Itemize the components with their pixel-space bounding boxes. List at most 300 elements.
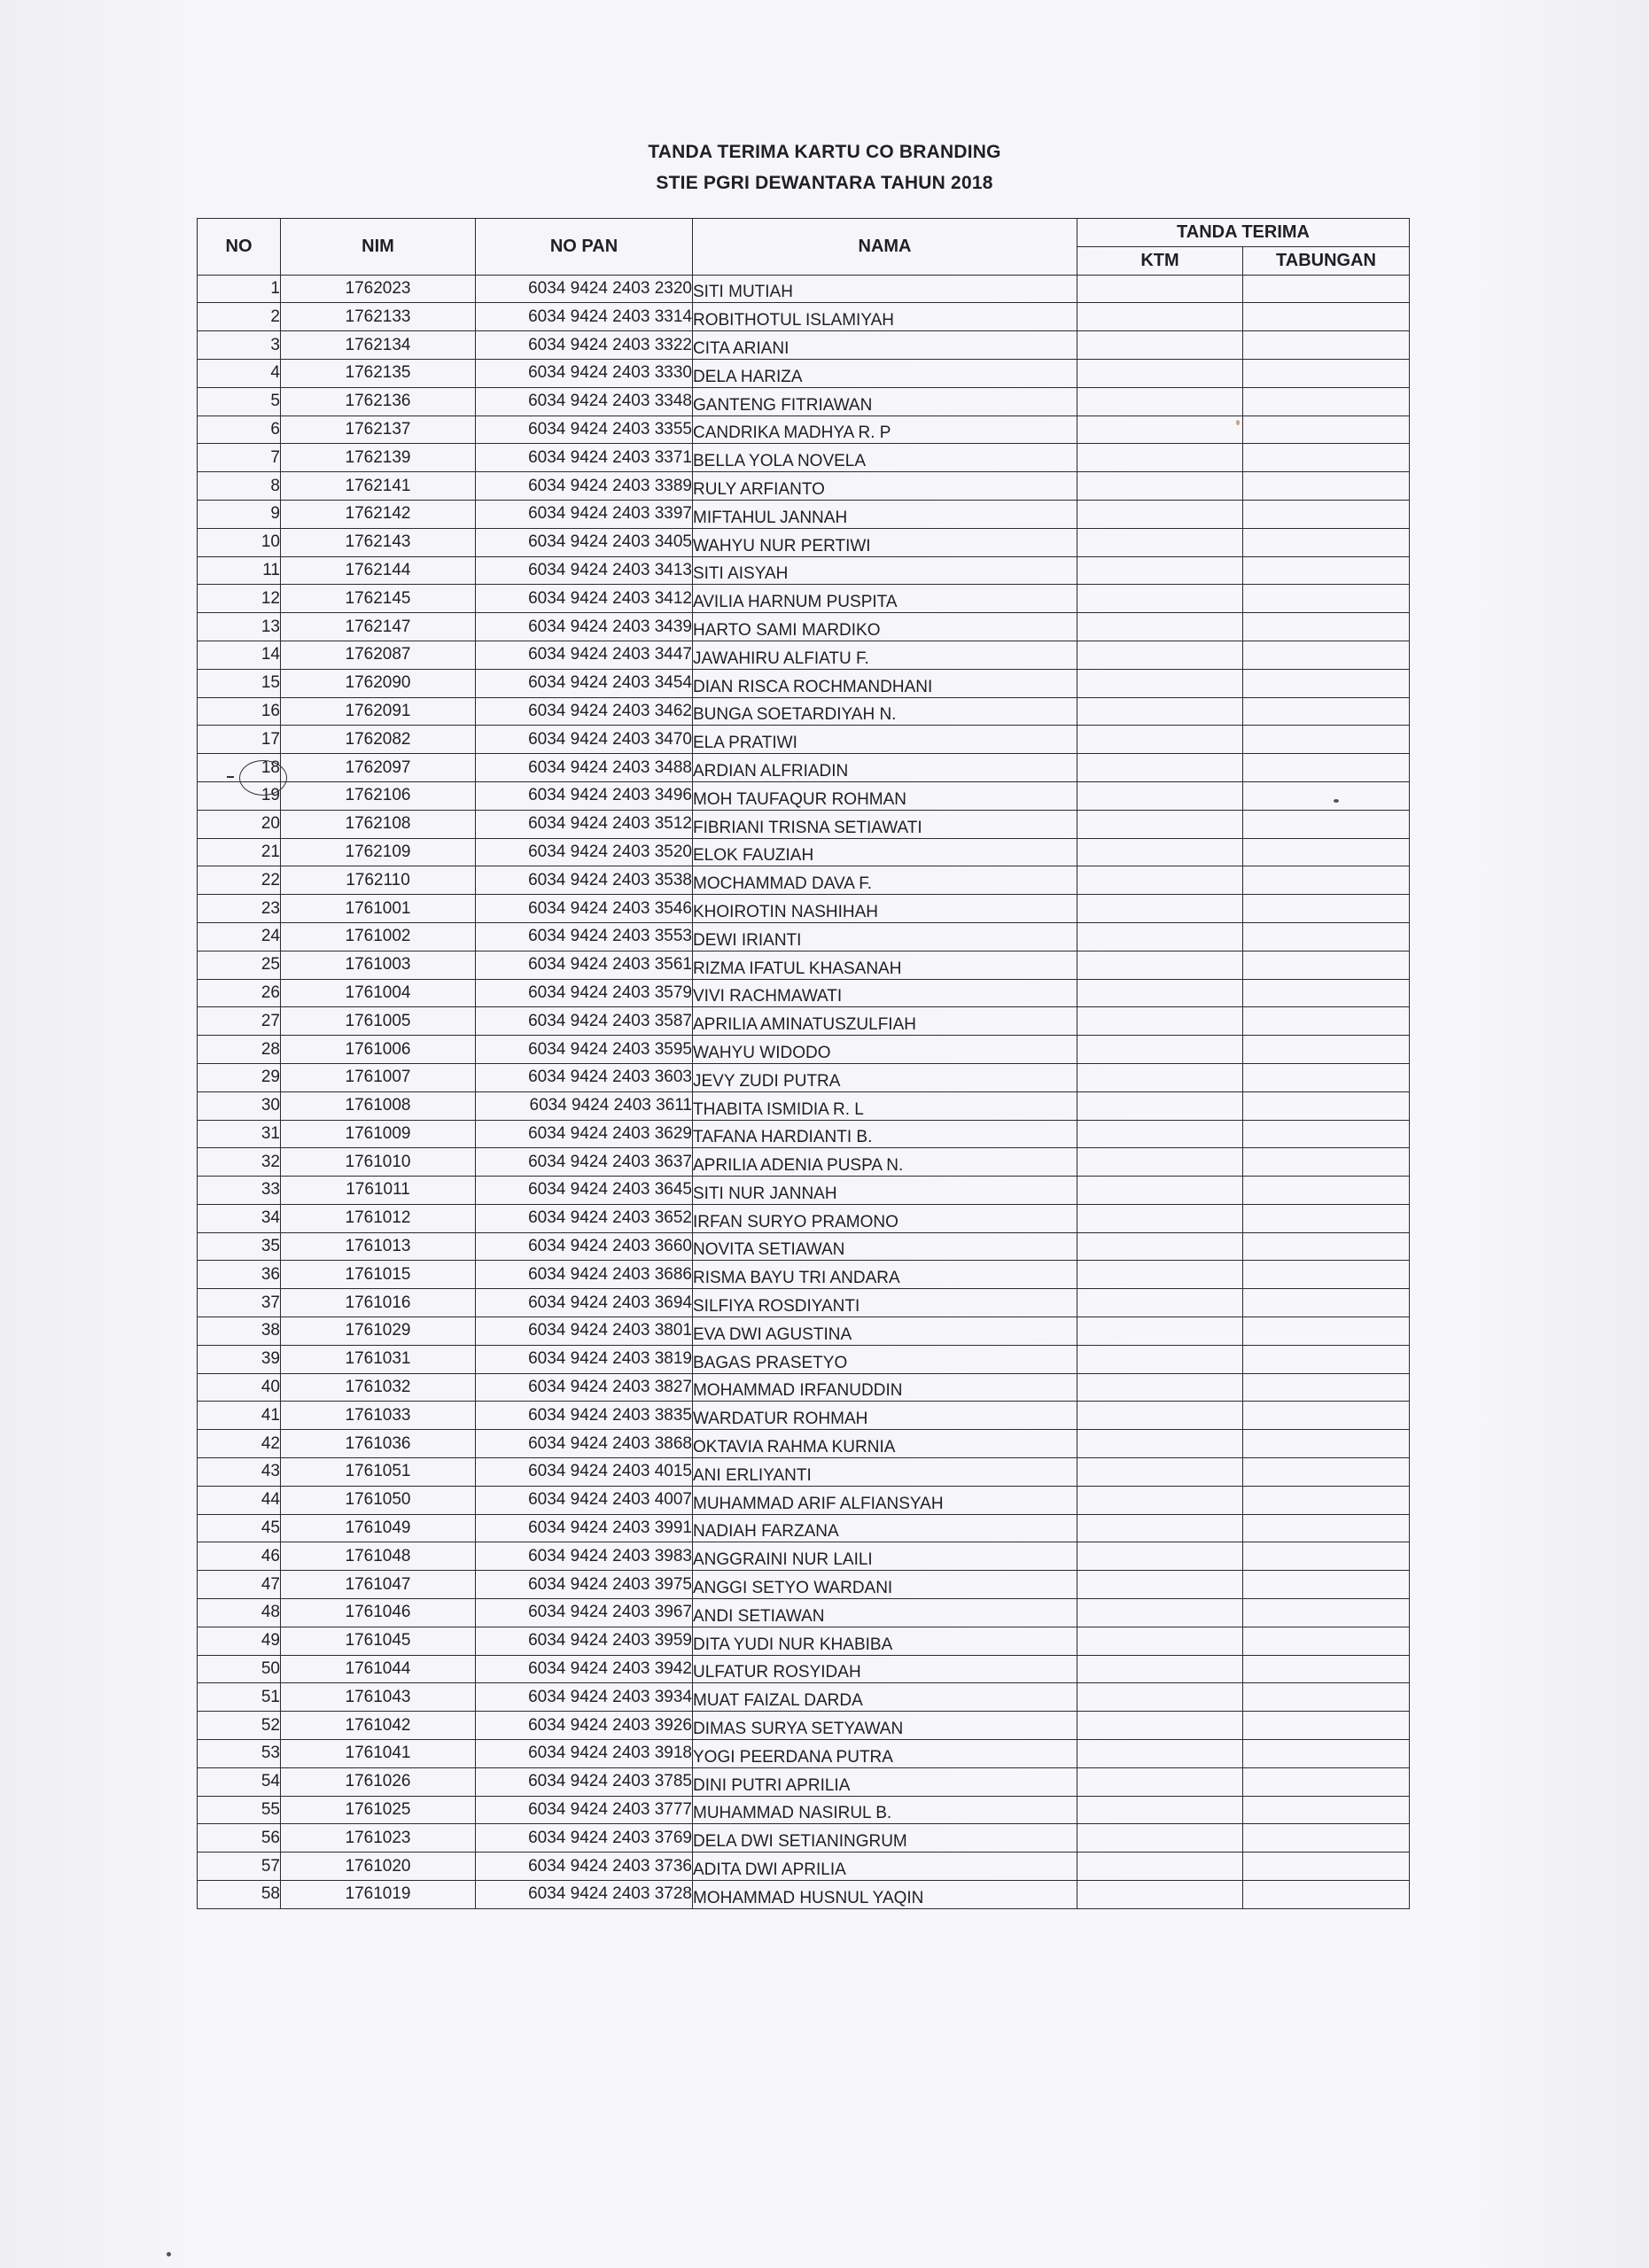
table-row — [198, 1627, 1410, 1655]
row-nim: 1761044 — [281, 1655, 476, 1683]
row-nama: OKTAVIA RAHMA KURNIA — [693, 1430, 1077, 1458]
row-number: 58 — [198, 1881, 281, 1909]
table-row — [198, 922, 1410, 951]
row-ktm-signature — [1077, 613, 1243, 641]
row-tabungan-signature — [1243, 951, 1410, 979]
row-ktm-signature — [1077, 500, 1243, 528]
row-tabungan-signature — [1243, 444, 1410, 472]
row-nim: 1761023 — [281, 1824, 476, 1852]
row-number: 24 — [198, 922, 281, 951]
row-number: 38 — [198, 1317, 281, 1346]
table-row — [198, 303, 1410, 331]
row-number: 41 — [198, 1402, 281, 1430]
row-tabungan-signature — [1243, 1430, 1410, 1458]
row-ktm-signature — [1077, 1655, 1243, 1683]
row-nim: 1762139 — [281, 444, 476, 472]
row-number: 23 — [198, 895, 281, 923]
row-nama: ROBITHOTUL ISLAMIYAH — [693, 303, 1077, 331]
row-nama: BELLA YOLA NOVELA — [693, 444, 1077, 472]
row-number: 48 — [198, 1599, 281, 1627]
row-tabungan-signature — [1243, 1655, 1410, 1683]
row-ktm-signature — [1077, 1599, 1243, 1627]
row-no-pan: 6034 9424 2403 3611 — [476, 1091, 693, 1120]
row-number: 50 — [198, 1655, 281, 1683]
table-row — [198, 1683, 1410, 1712]
row-ktm-signature — [1077, 641, 1243, 669]
row-no-pan: 6034 9424 2403 3488 — [476, 754, 693, 782]
table-row — [198, 895, 1410, 923]
row-tabungan-signature — [1243, 1599, 1410, 1627]
row-nama: MIFTAHUL JANNAH — [693, 500, 1077, 528]
table-row — [198, 585, 1410, 613]
row-nama: BUNGA SOETARDIYAH N. — [693, 697, 1077, 726]
row-number: 47 — [198, 1571, 281, 1599]
row-nim: 1761046 — [281, 1599, 476, 1627]
row-no-pan: 6034 9424 2403 3512 — [476, 810, 693, 838]
row-number: 18 — [198, 754, 281, 782]
row-ktm-signature — [1077, 781, 1243, 810]
row-nim: 1761029 — [281, 1317, 476, 1346]
table-row — [198, 781, 1410, 810]
row-no-pan: 6034 9424 2403 3348 — [476, 387, 693, 416]
row-nama: WAHYU NUR PERTIWI — [693, 528, 1077, 556]
row-nama: VIVI RACHMAWATI — [693, 979, 1077, 1007]
row-ktm-signature — [1077, 838, 1243, 866]
table-row — [198, 838, 1410, 866]
row-tabungan-signature — [1243, 1627, 1410, 1655]
row-ktm-signature — [1077, 810, 1243, 838]
row-nim: 1761020 — [281, 1852, 476, 1881]
row-number: 21 — [198, 838, 281, 866]
row-nim: 1762082 — [281, 726, 476, 754]
table-header — [198, 219, 1410, 276]
row-nama: ANGGRAINI NUR LAILI — [693, 1542, 1077, 1571]
row-ktm-signature — [1077, 1345, 1243, 1373]
row-number: 19 — [198, 781, 281, 810]
row-no-pan: 6034 9424 2403 3629 — [476, 1120, 693, 1148]
row-nama: ANI ERLIYANTI — [693, 1458, 1077, 1487]
row-number: 8 — [198, 472, 281, 501]
row-no-pan: 6034 9424 2403 3637 — [476, 1148, 693, 1177]
row-number: 10 — [198, 528, 281, 556]
row-nim: 1761002 — [281, 922, 476, 951]
row-no-pan: 6034 9424 2403 3470 — [476, 726, 693, 754]
row-no-pan: 6034 9424 2403 3439 — [476, 613, 693, 641]
row-tabungan-signature — [1243, 359, 1410, 387]
row-no-pan: 6034 9424 2403 3645 — [476, 1177, 693, 1205]
row-number: 15 — [198, 669, 281, 697]
row-nama: MUAT FAIZAL DARDA — [693, 1683, 1077, 1712]
table-row — [198, 1740, 1410, 1768]
handwritten-circle-mark — [239, 760, 287, 796]
table-row — [198, 1514, 1410, 1542]
row-nim: 1762106 — [281, 781, 476, 810]
row-ktm-signature — [1077, 1458, 1243, 1487]
row-ktm-signature — [1077, 1261, 1243, 1289]
row-nama: ULFATUR ROSYIDAH — [693, 1655, 1077, 1683]
row-ktm-signature — [1077, 1091, 1243, 1120]
table-row — [198, 1148, 1410, 1177]
row-ktm-signature — [1077, 1120, 1243, 1148]
row-nama: DITA YUDI NUR KHABIBA — [693, 1627, 1077, 1655]
table-row — [198, 866, 1410, 895]
table-row — [198, 1373, 1410, 1402]
row-number: 40 — [198, 1373, 281, 1402]
row-no-pan: 6034 9424 2403 3553 — [476, 922, 693, 951]
row-tabungan-signature — [1243, 1232, 1410, 1261]
row-no-pan: 6034 9424 2403 3561 — [476, 951, 693, 979]
table-row — [198, 697, 1410, 726]
row-no-pan: 6034 9424 2403 3413 — [476, 556, 693, 585]
row-nama: IRFAN SURYO PRAMONO — [693, 1204, 1077, 1232]
row-number: 34 — [198, 1204, 281, 1232]
row-nim: 1761031 — [281, 1345, 476, 1373]
row-no-pan: 6034 9424 2403 3785 — [476, 1767, 693, 1796]
row-no-pan: 6034 9424 2403 3868 — [476, 1430, 693, 1458]
row-tabungan-signature — [1243, 1402, 1410, 1430]
row-nama: MUHAMMAD ARIF ALFIANSYAH — [693, 1486, 1077, 1514]
row-no-pan: 6034 9424 2403 3777 — [476, 1796, 693, 1824]
row-nim: 1761008 — [281, 1091, 476, 1120]
row-number: 37 — [198, 1289, 281, 1317]
row-nim: 1761041 — [281, 1740, 476, 1768]
row-no-pan: 6034 9424 2403 3603 — [476, 1063, 693, 1091]
row-nama: HARTO SAMI MARDIKO — [693, 613, 1077, 641]
row-no-pan: 6034 9424 2403 3835 — [476, 1402, 693, 1430]
row-number: 25 — [198, 951, 281, 979]
row-no-pan: 6034 9424 2403 3694 — [476, 1289, 693, 1317]
row-tabungan-signature — [1243, 1036, 1410, 1064]
table-row — [198, 1261, 1410, 1289]
row-ktm-signature — [1077, 1683, 1243, 1712]
table-row — [198, 1599, 1410, 1627]
row-ktm-signature — [1077, 697, 1243, 726]
row-nim: 1761042 — [281, 1712, 476, 1740]
row-nama: ADITA DWI APRILIA — [693, 1852, 1077, 1881]
row-tabungan-signature — [1243, 1091, 1410, 1120]
row-nim: 1761048 — [281, 1542, 476, 1571]
row-ktm-signature — [1077, 1204, 1243, 1232]
table-row — [198, 500, 1410, 528]
table-row — [198, 669, 1410, 697]
row-no-pan: 6034 9424 2403 3355 — [476, 416, 693, 444]
table-row — [198, 1430, 1410, 1458]
row-nama: CITA ARIANI — [693, 331, 1077, 360]
header-no: NO — [198, 219, 281, 276]
header-ktm: KTM — [1077, 246, 1243, 275]
table-row — [198, 1204, 1410, 1232]
row-tabungan-signature — [1243, 1767, 1410, 1796]
row-ktm-signature — [1077, 1430, 1243, 1458]
row-nama: YOGI PEERDANA PUTRA — [693, 1740, 1077, 1768]
table-row — [198, 1091, 1410, 1120]
row-ktm-signature — [1077, 331, 1243, 360]
row-ktm-signature — [1077, 951, 1243, 979]
row-no-pan: 6034 9424 2403 3686 — [476, 1261, 693, 1289]
row-ktm-signature — [1077, 359, 1243, 387]
row-number: 13 — [198, 613, 281, 641]
row-ktm-signature — [1077, 726, 1243, 754]
row-number: 42 — [198, 1430, 281, 1458]
row-ktm-signature — [1077, 1542, 1243, 1571]
row-tabungan-signature — [1243, 472, 1410, 501]
row-ktm-signature — [1077, 1007, 1243, 1036]
row-number: 55 — [198, 1796, 281, 1824]
row-ktm-signature — [1077, 1402, 1243, 1430]
row-no-pan: 6034 9424 2403 3587 — [476, 1007, 693, 1036]
row-no-pan: 6034 9424 2403 3652 — [476, 1204, 693, 1232]
row-ktm-signature — [1077, 528, 1243, 556]
row-tabungan-signature — [1243, 838, 1410, 866]
row-tabungan-signature — [1243, 726, 1410, 754]
row-ktm-signature — [1077, 1177, 1243, 1205]
table-row — [198, 1063, 1410, 1091]
table-row — [198, 1655, 1410, 1683]
table-row — [198, 951, 1410, 979]
row-number: 49 — [198, 1627, 281, 1655]
row-nama: ARDIAN ALFRIADIN — [693, 754, 1077, 782]
row-nama: MOHAMMAD IRFANUDDIN — [693, 1373, 1077, 1402]
row-no-pan: 6034 9424 2403 3769 — [476, 1824, 693, 1852]
row-tabungan-signature — [1243, 303, 1410, 331]
row-no-pan: 6034 9424 2403 2320 — [476, 275, 693, 303]
row-no-pan: 6034 9424 2403 3447 — [476, 641, 693, 669]
row-ktm-signature — [1077, 1232, 1243, 1261]
table-row — [198, 810, 1410, 838]
row-ktm-signature — [1077, 1317, 1243, 1346]
row-nim: 1761050 — [281, 1486, 476, 1514]
table-row — [198, 1712, 1410, 1740]
row-ktm-signature — [1077, 1796, 1243, 1824]
row-tabungan-signature — [1243, 585, 1410, 613]
row-ktm-signature — [1077, 585, 1243, 613]
row-tabungan-signature — [1243, 754, 1410, 782]
row-nim: 1762087 — [281, 641, 476, 669]
row-number: 46 — [198, 1542, 281, 1571]
row-no-pan: 6034 9424 2403 3389 — [476, 472, 693, 501]
table-row — [198, 1232, 1410, 1261]
row-nama: DIAN RISCA ROCHMANDHANI — [693, 669, 1077, 697]
row-no-pan: 6034 9424 2403 3462 — [476, 697, 693, 726]
row-ktm-signature — [1077, 1373, 1243, 1402]
table-row — [198, 387, 1410, 416]
row-number: 35 — [198, 1232, 281, 1261]
row-ktm-signature — [1077, 1852, 1243, 1881]
row-nama: AVILIA HARNUM PUSPITA — [693, 585, 1077, 613]
row-ktm-signature — [1077, 1148, 1243, 1177]
row-no-pan: 6034 9424 2403 3538 — [476, 866, 693, 895]
row-tabungan-signature — [1243, 1177, 1410, 1205]
row-nim: 1761019 — [281, 1881, 476, 1909]
row-nim: 1762110 — [281, 866, 476, 895]
row-number: 17 — [198, 726, 281, 754]
row-tabungan-signature — [1243, 1514, 1410, 1542]
table-row — [198, 1036, 1410, 1064]
row-ktm-signature — [1077, 1063, 1243, 1091]
row-tabungan-signature — [1243, 866, 1410, 895]
row-nim: 1762144 — [281, 556, 476, 585]
row-ktm-signature — [1077, 922, 1243, 951]
header-tanda-terima: TANDA TERIMA — [1077, 219, 1410, 247]
row-no-pan: 6034 9424 2403 3322 — [476, 331, 693, 360]
table-row — [198, 1402, 1410, 1430]
table-row — [198, 1177, 1410, 1205]
table-row — [198, 1824, 1410, 1852]
row-ktm-signature — [1077, 669, 1243, 697]
row-no-pan: 6034 9424 2403 3579 — [476, 979, 693, 1007]
row-number: 54 — [198, 1767, 281, 1796]
row-nim: 1762135 — [281, 359, 476, 387]
row-nim: 1762108 — [281, 810, 476, 838]
row-no-pan: 6034 9424 2403 3934 — [476, 1683, 693, 1712]
row-nim: 1761005 — [281, 1007, 476, 1036]
row-nama: WAHYU WIDODO — [693, 1036, 1077, 1064]
table-row — [198, 754, 1410, 782]
table-row — [198, 1317, 1410, 1346]
table-row — [198, 275, 1410, 303]
row-nama: ELA PRATIWI — [693, 726, 1077, 754]
row-tabungan-signature — [1243, 1120, 1410, 1148]
row-nama: GANTENG FITRIAWAN — [693, 387, 1077, 416]
row-nim: 1762141 — [281, 472, 476, 501]
row-nama: FIBRIANI TRISNA SETIAWATI — [693, 810, 1077, 838]
row-ktm-signature — [1077, 1740, 1243, 1768]
row-nim: 1762136 — [281, 387, 476, 416]
table-row — [198, 1120, 1410, 1148]
row-number: 12 — [198, 585, 281, 613]
row-ktm-signature — [1077, 1627, 1243, 1655]
table-row — [198, 979, 1410, 1007]
row-tabungan-signature — [1243, 1542, 1410, 1571]
row-nama: DELA DWI SETIANINGRUM — [693, 1824, 1077, 1852]
row-number: 5 — [198, 387, 281, 416]
row-nim: 1761036 — [281, 1430, 476, 1458]
row-tabungan-signature — [1243, 1204, 1410, 1232]
row-ktm-signature — [1077, 275, 1243, 303]
row-ktm-signature — [1077, 1824, 1243, 1852]
row-nim: 1762090 — [281, 669, 476, 697]
row-ktm-signature — [1077, 1289, 1243, 1317]
row-tabungan-signature — [1243, 895, 1410, 923]
row-no-pan: 6034 9424 2403 3330 — [476, 359, 693, 387]
row-tabungan-signature — [1243, 1486, 1410, 1514]
row-number: 28 — [198, 1036, 281, 1064]
row-nama: MOH TAUFAQUR ROHMAN — [693, 781, 1077, 810]
row-number: 43 — [198, 1458, 281, 1487]
row-number: 52 — [198, 1712, 281, 1740]
document-subtitle: STIE PGRI DEWANTARA TAHUN 2018 — [656, 173, 993, 193]
row-number: 3 — [198, 331, 281, 360]
row-nama: THABITA ISMIDIA R. L — [693, 1091, 1077, 1120]
row-ktm-signature — [1077, 1767, 1243, 1796]
row-no-pan: 6034 9424 2403 3405 — [476, 528, 693, 556]
table-row — [198, 726, 1410, 754]
row-nama: APRILIA ADENIA PUSPA N. — [693, 1148, 1077, 1177]
row-nim: 1761025 — [281, 1796, 476, 1824]
row-nim: 1761016 — [281, 1289, 476, 1317]
row-ktm-signature — [1077, 387, 1243, 416]
row-nim: 1761007 — [281, 1063, 476, 1091]
row-number: 33 — [198, 1177, 281, 1205]
row-no-pan: 6034 9424 2403 3728 — [476, 1881, 693, 1909]
row-nim: 1761006 — [281, 1036, 476, 1064]
row-tabungan-signature — [1243, 781, 1410, 810]
row-no-pan: 6034 9424 2403 3496 — [476, 781, 693, 810]
row-nama: JAWAHIRU ALFIATU F. — [693, 641, 1077, 669]
table-row — [198, 1345, 1410, 1373]
row-nim: 1762137 — [281, 416, 476, 444]
row-nim: 1762143 — [281, 528, 476, 556]
row-nim: 1761045 — [281, 1627, 476, 1655]
row-no-pan: 6034 9424 2403 3926 — [476, 1712, 693, 1740]
row-nama: EVA DWI AGUSTINA — [693, 1317, 1077, 1346]
ink-speck — [1334, 799, 1339, 803]
row-nama: MOCHAMMAD DAVA F. — [693, 866, 1077, 895]
row-nama: RULY ARFIANTO — [693, 472, 1077, 501]
row-number: 39 — [198, 1345, 281, 1373]
row-no-pan: 6034 9424 2403 3660 — [476, 1232, 693, 1261]
row-number: 9 — [198, 500, 281, 528]
row-tabungan-signature — [1243, 641, 1410, 669]
table-row — [198, 1486, 1410, 1514]
row-tabungan-signature — [1243, 810, 1410, 838]
row-tabungan-signature — [1243, 1571, 1410, 1599]
row-nama: BAGAS PRASETYO — [693, 1345, 1077, 1373]
row-nim: 1761047 — [281, 1571, 476, 1599]
row-tabungan-signature — [1243, 1007, 1410, 1036]
row-ktm-signature — [1077, 895, 1243, 923]
row-number: 44 — [198, 1486, 281, 1514]
row-tabungan-signature — [1243, 1345, 1410, 1373]
row-nama: SITI AISYAH — [693, 556, 1077, 585]
table-row — [198, 359, 1410, 387]
row-number: 53 — [198, 1740, 281, 1768]
row-nama: DINI PUTRI APRILIA — [693, 1767, 1077, 1796]
row-nim: 1761032 — [281, 1373, 476, 1402]
row-nama: DIMAS SURYA SETYAWAN — [693, 1712, 1077, 1740]
row-number: 20 — [198, 810, 281, 838]
document-title: TANDA TERIMA KARTU CO BRANDING — [648, 142, 1001, 162]
row-tabungan-signature — [1243, 331, 1410, 360]
row-nim: 1762142 — [281, 500, 476, 528]
row-no-pan: 6034 9424 2403 3819 — [476, 1345, 693, 1373]
row-number: 1 — [198, 275, 281, 303]
row-no-pan: 6034 9424 2403 3371 — [476, 444, 693, 472]
row-no-pan: 6034 9424 2403 3942 — [476, 1655, 693, 1683]
row-nim: 1761004 — [281, 979, 476, 1007]
row-ktm-signature — [1077, 1571, 1243, 1599]
row-ktm-signature — [1077, 444, 1243, 472]
table-row — [198, 1542, 1410, 1571]
row-nim: 1762091 — [281, 697, 476, 726]
row-no-pan: 6034 9424 2403 3736 — [476, 1852, 693, 1881]
row-nim: 1761003 — [281, 951, 476, 979]
row-nim: 1762147 — [281, 613, 476, 641]
row-nama: DEWI IRIANTI — [693, 922, 1077, 951]
table-body — [198, 275, 1410, 1908]
row-tabungan-signature — [1243, 416, 1410, 444]
row-nama: SITI NUR JANNAH — [693, 1177, 1077, 1205]
row-nim: 1762134 — [281, 331, 476, 360]
row-number: 45 — [198, 1514, 281, 1542]
row-tabungan-signature — [1243, 979, 1410, 1007]
row-number: 32 — [198, 1148, 281, 1177]
row-no-pan: 6034 9424 2403 3595 — [476, 1036, 693, 1064]
row-nim: 1761015 — [281, 1261, 476, 1289]
row-tabungan-signature — [1243, 556, 1410, 585]
row-nama: ANGGI SETYO WARDANI — [693, 1571, 1077, 1599]
table-row — [198, 1767, 1410, 1796]
